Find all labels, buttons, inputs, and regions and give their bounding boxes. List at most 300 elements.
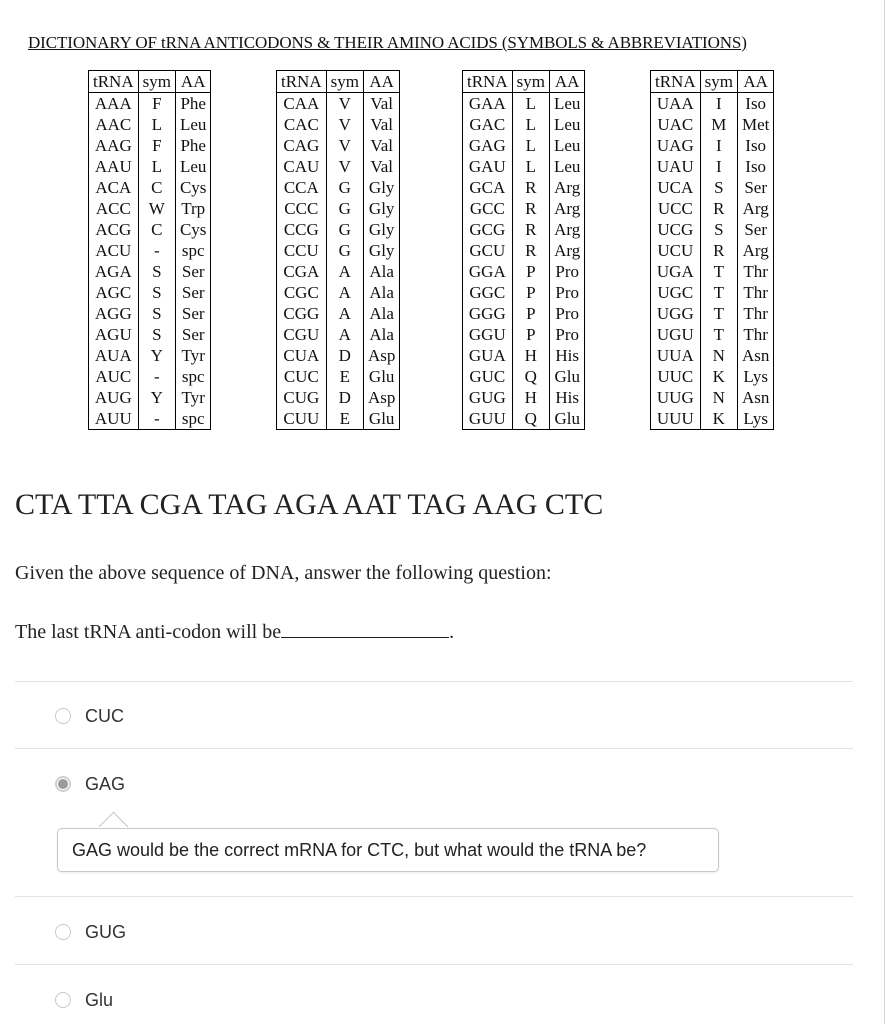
table-row: [277, 408, 400, 430]
symbol-cell: V: [326, 156, 363, 177]
column-header-trna: tRNA: [89, 71, 139, 93]
symbol-cell: E: [326, 408, 363, 430]
table-row: [277, 366, 400, 387]
anticodon-cell: AUG: [89, 387, 139, 408]
amino-acid-cell: Ser: [181, 325, 205, 344]
amino-acid-cell: Ser: [181, 283, 205, 302]
table-row: [651, 198, 774, 219]
anticodon-cell: UCU: [651, 240, 701, 261]
symbol-cell: R: [700, 240, 737, 261]
symbol-cell: F: [138, 135, 175, 156]
table-row: [463, 219, 585, 240]
table-row: [277, 219, 400, 240]
amino-acid-cell: Asn: [741, 388, 770, 407]
anticodon-cell: CAC: [277, 114, 327, 135]
table-row: [463, 198, 585, 219]
amino-acid-cell: Tyr: [181, 388, 205, 407]
anticodon-cell: ACA: [89, 177, 139, 198]
anticodon-cell: AUU: [89, 408, 139, 430]
column-header-trna: tRNA: [651, 71, 701, 93]
table-row: [89, 219, 211, 240]
anticodon-cell: UUG: [651, 387, 701, 408]
symbol-cell: R: [512, 240, 549, 261]
table-row: [277, 93, 400, 115]
anticodon-cell: UGA: [651, 261, 701, 282]
anticodon-cell: GUU: [463, 408, 513, 430]
symbol-cell: W: [138, 198, 175, 219]
column-header-trna: tRNA: [277, 71, 327, 93]
amino-acid-cell: Asn: [741, 346, 770, 365]
table-row: [89, 135, 211, 156]
amino-acid-cell: Ala: [369, 283, 394, 302]
symbol-cell: V: [326, 114, 363, 135]
symbol-cell: A: [326, 324, 363, 345]
symbol-cell: P: [512, 261, 549, 282]
symbol-cell: T: [700, 303, 737, 324]
anticodon-cell: AUA: [89, 345, 139, 366]
symbol-cell: I: [700, 156, 737, 177]
table-row: [89, 387, 211, 408]
anticodon-cell: GUC: [463, 366, 513, 387]
symbol-cell: Q: [512, 408, 549, 430]
page-edge-rule: [884, 0, 885, 1024]
table-row: [463, 324, 585, 345]
amino-acid-cell: Thr: [743, 262, 768, 281]
anticodon-cell: CAG: [277, 135, 327, 156]
amino-acid-cell: Pro: [555, 304, 579, 323]
amino-acid-cell: Cys: [179, 220, 207, 239]
question-stem-end: .: [449, 621, 455, 643]
symbol-cell: G: [326, 177, 363, 198]
table-row: [651, 135, 774, 156]
anticodon-cell: CUC: [277, 366, 327, 387]
question-stem: [15, 619, 454, 644]
anticodon-cell: GCG: [463, 219, 513, 240]
anticodon-cell: AAC: [89, 114, 139, 135]
option-label: Glu: [85, 989, 114, 1010]
amino-acid-cell: Iso: [745, 94, 767, 113]
table-row: [463, 93, 585, 115]
table-row: [277, 135, 400, 156]
amino-acid-cell: Lys: [743, 367, 768, 386]
anticodon-cell: CCG: [277, 219, 327, 240]
symbol-cell: S: [700, 219, 737, 240]
question-prompt: Given the above sequence of DNA, answer the following question:: [15, 562, 552, 584]
table-row: [89, 156, 211, 177]
table-row: [277, 240, 400, 261]
amino-acid-cell: Ser: [744, 220, 767, 239]
table-row: [651, 282, 774, 303]
table-row: [277, 324, 400, 345]
table-row: [463, 282, 585, 303]
table-row: [89, 345, 211, 366]
anticodon-cell: GGC: [463, 282, 513, 303]
amino-acid-cell: Glu: [554, 409, 580, 428]
answer-option-4[interactable]: [55, 986, 113, 1014]
anticodon-cell: GAG: [463, 135, 513, 156]
anticodon-cell: UAG: [651, 135, 701, 156]
option-label: GUG: [85, 921, 127, 942]
radio-button[interactable]: [55, 924, 71, 940]
anticodon-cell: GGU: [463, 324, 513, 345]
amino-acid-cell: Thr: [743, 325, 768, 344]
anticodon-cell: CUG: [277, 387, 327, 408]
table-header-row: [651, 71, 774, 93]
radio-dot: [58, 779, 68, 789]
symbol-cell: G: [326, 198, 363, 219]
dna-sequence: CTA TTA CGA TAG AGA AAT TAG AAG CTC: [15, 488, 604, 521]
anticodon-cell: AAA: [89, 93, 139, 115]
amino-acid-cell: Cys: [179, 178, 207, 197]
symbol-cell: N: [700, 387, 737, 408]
anticodon-cell: GAC: [463, 114, 513, 135]
anticodon-cell: CAA: [277, 93, 327, 115]
table-row: [277, 282, 400, 303]
amino-acid-cell: Asp: [367, 346, 396, 365]
amino-acid-cell: Asp: [367, 388, 396, 407]
symbol-cell: V: [326, 135, 363, 156]
table-row: [463, 387, 585, 408]
table-row: [89, 324, 211, 345]
anticodon-cell: UGG: [651, 303, 701, 324]
anticodon-cell: GAA: [463, 93, 513, 115]
table-row: [277, 261, 400, 282]
amino-acid-cell: Trp: [181, 199, 206, 218]
anticodon-cell: GUG: [463, 387, 513, 408]
table-row: [463, 366, 585, 387]
amino-acid-cell: Phe: [180, 136, 206, 155]
symbol-cell: H: [512, 345, 549, 366]
table-row: [89, 261, 211, 282]
divider: [15, 964, 853, 965]
anticodon-cell: ACC: [89, 198, 139, 219]
symbol-cell: V: [326, 93, 363, 115]
table-header-row: [89, 71, 211, 93]
question-stem-text: The last tRNA anti-codon will be: [15, 621, 282, 643]
anticodon-cell: AAG: [89, 135, 139, 156]
table-row: [463, 135, 585, 156]
amino-acid-cell: spc: [181, 241, 205, 260]
symbol-cell: I: [700, 135, 737, 156]
divider: [15, 681, 853, 682]
table-row: [651, 156, 774, 177]
amino-acid-cell: Met: [741, 115, 770, 134]
table-row: [651, 324, 774, 345]
symbol-cell: C: [138, 177, 175, 198]
symbol-cell: L: [512, 114, 549, 135]
symbol-cell: A: [326, 261, 363, 282]
anticodon-cell: CGC: [277, 282, 327, 303]
anticodon-cell: UUA: [651, 345, 701, 366]
anticodon-cell: CGU: [277, 324, 327, 345]
table-row: [89, 303, 211, 324]
anticodon-cell: ACU: [89, 240, 139, 261]
table-row: [651, 303, 774, 324]
answer-option-2[interactable]: [55, 770, 125, 798]
anticodon-cell: GAU: [463, 156, 513, 177]
amino-acid-cell: Pro: [555, 262, 579, 281]
anticodon-cell: UUU: [651, 408, 701, 430]
amino-acid-cell: spc: [181, 367, 205, 386]
amino-acid-cell: Glu: [554, 367, 580, 386]
amino-acid-cell: Iso: [745, 157, 767, 176]
table-row: [651, 387, 774, 408]
amino-acid-cell: Gly: [368, 220, 395, 239]
table-row: [277, 177, 400, 198]
symbol-cell: L: [138, 114, 175, 135]
amino-acid-cell: Gly: [368, 199, 395, 218]
symbol-cell: T: [700, 324, 737, 345]
anticodon-cell: CUA: [277, 345, 327, 366]
symbol-cell: L: [512, 156, 549, 177]
anticodon-cell: CCA: [277, 177, 327, 198]
anticodon-cell: AUC: [89, 366, 139, 387]
amino-acid-cell: Arg: [554, 178, 581, 197]
amino-acid-cell: Glu: [368, 409, 395, 428]
column-header-sym: sym: [138, 71, 175, 93]
table-row: [89, 114, 211, 135]
table-row: [651, 408, 774, 430]
anticodon-cell: UCG: [651, 219, 701, 240]
symbol-cell: P: [512, 324, 549, 345]
divider: [15, 896, 853, 897]
anticodon-cell: GCC: [463, 198, 513, 219]
anticodon-cell: CCU: [277, 240, 327, 261]
anticodon-cell: AGG: [89, 303, 139, 324]
anticodon-cell: CCC: [277, 198, 327, 219]
amino-acid-cell: Arg: [742, 241, 769, 260]
table-row: [651, 366, 774, 387]
amino-acid-cell: Val: [370, 115, 393, 134]
anticodon-cell: GCU: [463, 240, 513, 261]
amino-acid-cell: Leu: [553, 115, 581, 134]
amino-acid-cell: Arg: [554, 220, 581, 239]
table-row: [463, 345, 585, 366]
symbol-cell: K: [700, 408, 737, 430]
symbol-cell: A: [326, 282, 363, 303]
amino-acid-cell: Glu: [368, 367, 395, 386]
column-header-sym: sym: [326, 71, 363, 93]
symbol-cell: E: [326, 366, 363, 387]
table-row: [651, 219, 774, 240]
symbol-cell: F: [138, 93, 175, 115]
column-header-sym: sym: [512, 71, 549, 93]
anticodon-cell: GCA: [463, 177, 513, 198]
amino-acid-cell: Ser: [181, 304, 205, 323]
amino-acid-cell: Thr: [743, 283, 768, 302]
column-header-sym: sym: [700, 71, 737, 93]
amino-acid-cell: Lys: [743, 409, 768, 428]
amino-acid-cell: Ala: [369, 304, 394, 323]
radio-button[interactable]: [55, 708, 71, 724]
symbol-cell: M: [700, 114, 737, 135]
amino-acid-cell: Leu: [179, 157, 207, 176]
table-row: [277, 387, 400, 408]
table-row: [651, 177, 774, 198]
amino-acid-cell: Arg: [742, 199, 769, 218]
radio-button-selected[interactable]: [55, 776, 71, 792]
table-row: [277, 303, 400, 324]
table-row: [651, 345, 774, 366]
symbol-cell: T: [700, 282, 737, 303]
answer-blank: [281, 619, 449, 638]
amino-acid-cell: Leu: [553, 157, 581, 176]
symbol-cell: L: [512, 135, 549, 156]
table-row: [463, 261, 585, 282]
symbol-cell: P: [512, 303, 549, 324]
amino-acid-cell: Arg: [554, 199, 581, 218]
anticodon-cell: UUC: [651, 366, 701, 387]
radio-button[interactable]: [55, 992, 71, 1008]
table-header-row: [463, 71, 585, 93]
amino-acid-cell: Gly: [368, 241, 395, 260]
symbol-cell: N: [700, 345, 737, 366]
symbol-cell: S: [138, 303, 175, 324]
feedback-text: GAG would be the correct mRNA for CTC, but what would the tRNA be?: [72, 839, 647, 860]
column-header-trna: tRNA: [463, 71, 513, 93]
anticodon-cell: GGG: [463, 303, 513, 324]
anticodon-cell: UAU: [651, 156, 701, 177]
symbol-cell: G: [326, 219, 363, 240]
anticodon-cell: UAC: [651, 114, 701, 135]
amino-acid-cell: Leu: [553, 136, 581, 155]
amino-acid-cell: Val: [370, 94, 393, 113]
symbol-cell: S: [700, 177, 737, 198]
symbol-cell: R: [512, 219, 549, 240]
answer-option-1[interactable]: [55, 702, 124, 730]
anticodon-cell: CGG: [277, 303, 327, 324]
anticodon-cell: AGC: [89, 282, 139, 303]
anticodon-table: [462, 70, 585, 430]
table-row: [463, 114, 585, 135]
symbol-cell: G: [326, 240, 363, 261]
symbol-cell: L: [138, 156, 175, 177]
anticodon-cell: UGU: [651, 324, 701, 345]
symbol-cell: A: [326, 303, 363, 324]
option-label: CUC: [85, 705, 124, 726]
anticodon-cell: AGU: [89, 324, 139, 345]
anticodon-table: [650, 70, 774, 430]
amino-acid-cell: His: [555, 346, 579, 365]
anticodon-table: [88, 70, 211, 430]
amino-acid-cell: Ala: [369, 325, 394, 344]
anticodon-cell: ACG: [89, 219, 139, 240]
symbol-cell: H: [512, 387, 549, 408]
feedback-box: [57, 828, 719, 872]
symbol-cell: S: [138, 261, 175, 282]
anticodon-table: [276, 70, 400, 430]
symbol-cell: C: [138, 219, 175, 240]
table-row: [89, 408, 211, 430]
table-row: [89, 240, 211, 261]
symbol-cell: Y: [138, 387, 175, 408]
symbol-cell: Y: [138, 345, 175, 366]
table-row: [277, 114, 400, 135]
symbol-cell: P: [512, 282, 549, 303]
option-label: GAG: [85, 773, 126, 794]
table-row: [651, 261, 774, 282]
answer-option-3[interactable]: [55, 918, 126, 946]
table-row: [89, 198, 211, 219]
anticodon-cell: CUU: [277, 408, 327, 430]
column-header-aa: AA: [737, 71, 773, 93]
symbol-cell: Q: [512, 366, 549, 387]
anticodon-cell: UCA: [651, 177, 701, 198]
symbol-cell: T: [700, 261, 737, 282]
column-header-aa: AA: [363, 71, 399, 93]
symbol-cell: D: [326, 345, 363, 366]
table-row: [651, 114, 774, 135]
symbol-cell: I: [700, 93, 737, 115]
symbol-cell: S: [138, 324, 175, 345]
amino-acid-cell: Arg: [554, 241, 581, 260]
anticodon-cell: GGA: [463, 261, 513, 282]
symbol-cell: L: [512, 93, 549, 115]
table-row: [651, 93, 774, 115]
anticodon-cell: UGC: [651, 282, 701, 303]
table-row: [277, 156, 400, 177]
table-row: [89, 93, 211, 115]
symbol-cell: R: [512, 198, 549, 219]
amino-acid-cell: His: [555, 388, 579, 407]
amino-acid-cell: Ala: [369, 262, 394, 281]
symbol-cell: R: [512, 177, 549, 198]
table-row: [463, 240, 585, 261]
amino-acid-cell: Pro: [555, 325, 579, 344]
symbol-cell: D: [326, 387, 363, 408]
amino-acid-cell: Iso: [745, 136, 767, 155]
amino-acid-cell: Thr: [743, 304, 768, 323]
dictionary-title: DICTIONARY OF tRNA ANTICODONS & THEIR AMINO ACIDS (SYMBOLS & ABBREVIATIONS): [28, 33, 747, 52]
anticodon-cell: CAU: [277, 156, 327, 177]
table-row: [651, 240, 774, 261]
anticodon-cell: GUA: [463, 345, 513, 366]
amino-acid-cell: Gly: [368, 178, 395, 197]
amino-acid-cell: Phe: [180, 94, 206, 113]
column-header-aa: AA: [175, 71, 210, 93]
amino-acid-cell: Ser: [744, 178, 767, 197]
table-row: [277, 198, 400, 219]
anticodon-cell: AAU: [89, 156, 139, 177]
table-row: [89, 366, 211, 387]
table-row: [89, 282, 211, 303]
symbol-cell: -: [138, 366, 175, 387]
amino-acid-cell: Pro: [555, 283, 579, 302]
symbol-cell: S: [138, 282, 175, 303]
amino-acid-cell: Val: [370, 157, 393, 176]
table-row: [463, 408, 585, 430]
amino-acid-cell: Leu: [553, 94, 581, 113]
anticodon-cell: AGA: [89, 261, 139, 282]
table-row: [463, 156, 585, 177]
table-header-row: [277, 71, 400, 93]
amino-acid-cell: Val: [370, 136, 393, 155]
amino-acid-cell: spc: [181, 409, 205, 428]
anticodon-cell: UCC: [651, 198, 701, 219]
amino-acid-cell: Ser: [181, 262, 205, 281]
symbol-cell: K: [700, 366, 737, 387]
amino-acid-cell: Tyr: [181, 346, 205, 365]
anticodon-cell: UAA: [651, 93, 701, 115]
table-row: [463, 177, 585, 198]
column-header-aa: AA: [549, 71, 584, 93]
divider: [15, 748, 853, 749]
anticodon-cell: CGA: [277, 261, 327, 282]
symbol-cell: R: [700, 198, 737, 219]
table-row: [89, 177, 211, 198]
symbol-cell: -: [138, 408, 175, 430]
symbol-cell: -: [138, 240, 175, 261]
